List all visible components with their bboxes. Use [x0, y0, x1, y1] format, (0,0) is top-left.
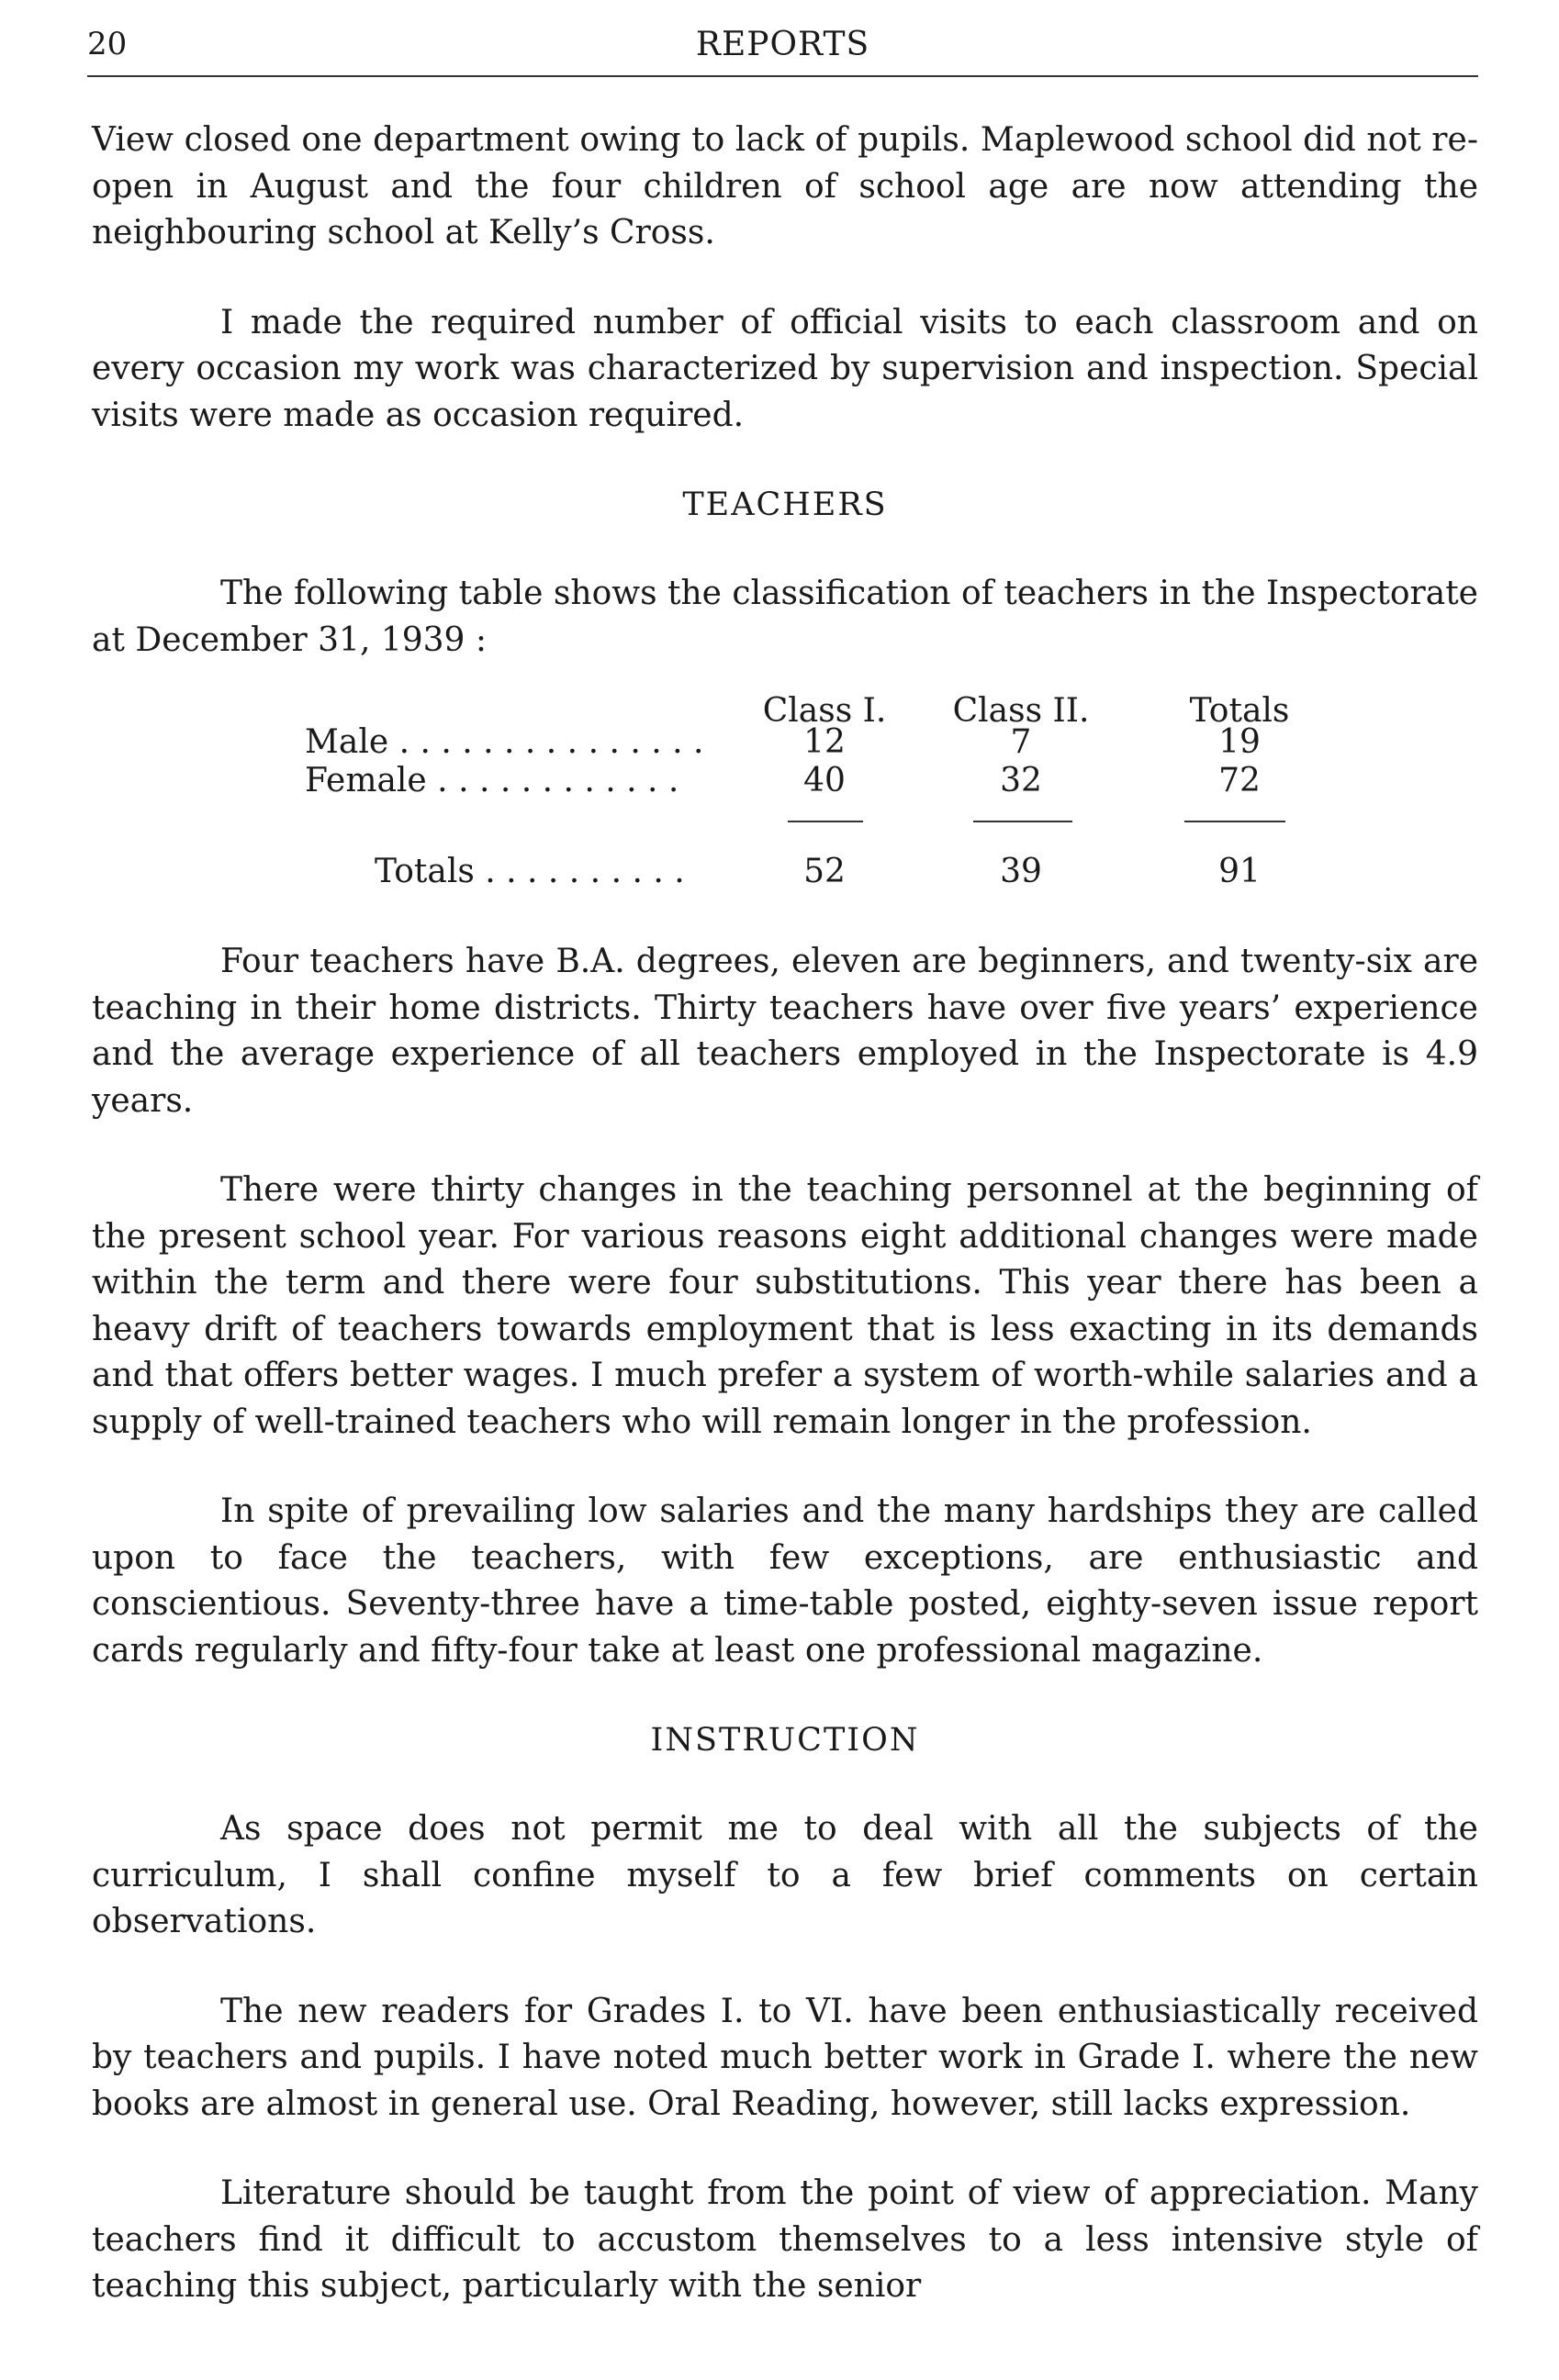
table-row-label-totals: Totals . . . . . . . . . . [375, 853, 685, 890]
heading-instruction: INSTRUCTION [650, 1722, 920, 1759]
paragraph-qualifications: Four teachers have B.A. degrees, eleven are beginners, and twenty-six are teaching in their home districts. Thirty teachers have over five years’ experience and the average experience of all teachers employed in the Inspectorate is 4.9 years. [92, 943, 1478, 1120]
table-rule-class-2 [973, 821, 1072, 822]
table-rule-totals [1184, 821, 1285, 822]
paragraph-table-intro: The following table shows the classification of teachers in the Inspectorate at December 31, 1939 : [92, 575, 1478, 659]
table-cell-male-totals: 19 [1218, 723, 1261, 761]
paragraph-literature: Literature should be taught from the point of view of appreciation. Many teachers find it difficult to accustom themselves to a less intensive style of teaching this subject, particularly with the senior [92, 2174, 1478, 2305]
table-row-label-female: Female . . . . . . . . . . . . [305, 762, 679, 799]
table-header-class-2: Class II. [952, 692, 1090, 730]
table-cell-female-class-2: 32 [1000, 762, 1042, 799]
table-cell-male-class-2: 7 [1010, 723, 1032, 761]
running-title: REPORTS [695, 26, 870, 63]
teacher-classification-table [92, 691, 1478, 939]
page-header [87, 20, 1478, 77]
table-cell-female-totals: 72 [1218, 762, 1261, 799]
paragraph-personnel-changes: There were thirty changes in the teaching personnel at the beginning of the present school year. For various reasons eight additional changes were made within the term and there were four substitutions. This year there has been a heavy drift of teachers towards employment that is less exacting in its demands and that offers better wages. I much prefer a system of worth-while salaries and a supply of well-trained teachers who will remain longer in the profession. [92, 1171, 1478, 1441]
table-cell-male-class-1: 12 [803, 723, 846, 761]
paragraph-enthusiasm: In spite of prevailing low salaries and the many hardships they are called upon to face the teachers, with few exceptions, are enthusiastic and conscientious. Seventy-three have a time-table posted, eighty-seven issue report cards regularly and fifty-four take at least one professional magazine. [92, 1492, 1478, 1670]
table-rule-class-1 [788, 821, 863, 822]
table-cell-female-class-1: 40 [803, 762, 846, 799]
paragraph-closures: View closed one department owing to lack of pupils. Maplewood school did not re-open in August and the four children of school age are now attending the neighbouring school at Kelly’s Cross. [92, 121, 1478, 251]
table-cell-totals-class-2: 39 [1000, 853, 1042, 890]
paragraph-readers: The new readers for Grades I. to VI. have been enthusiastically received by teachers and pupils. I have noted much better work in Grade I. where the new books are almost in general use. Oral Reading, however, still lacks expression. [92, 1992, 1478, 2123]
paragraph-curriculum: As space does not permit me to deal with all the subjects of the curriculum, I shall confine myself to a few brief comments on certain observations. [92, 1810, 1478, 1940]
table-header-totals: Totals [1189, 692, 1290, 730]
page-number: 20 [87, 26, 128, 62]
heading-teachers: TEACHERS [682, 486, 888, 523]
table-header-class-1: Class I. [762, 692, 887, 730]
table-row-label-male: Male . . . . . . . . . . . . . . . [305, 723, 704, 761]
table-cell-totals-class-1: 52 [803, 853, 846, 890]
page-body [92, 117, 1478, 2310]
paragraph-visits: I made the required number of official visits to each classroom and on every occasion my work was characterized by supervision and inspection. Special visits were made as occasion required. [92, 303, 1478, 434]
table-cell-totals-totals: 91 [1218, 853, 1261, 890]
